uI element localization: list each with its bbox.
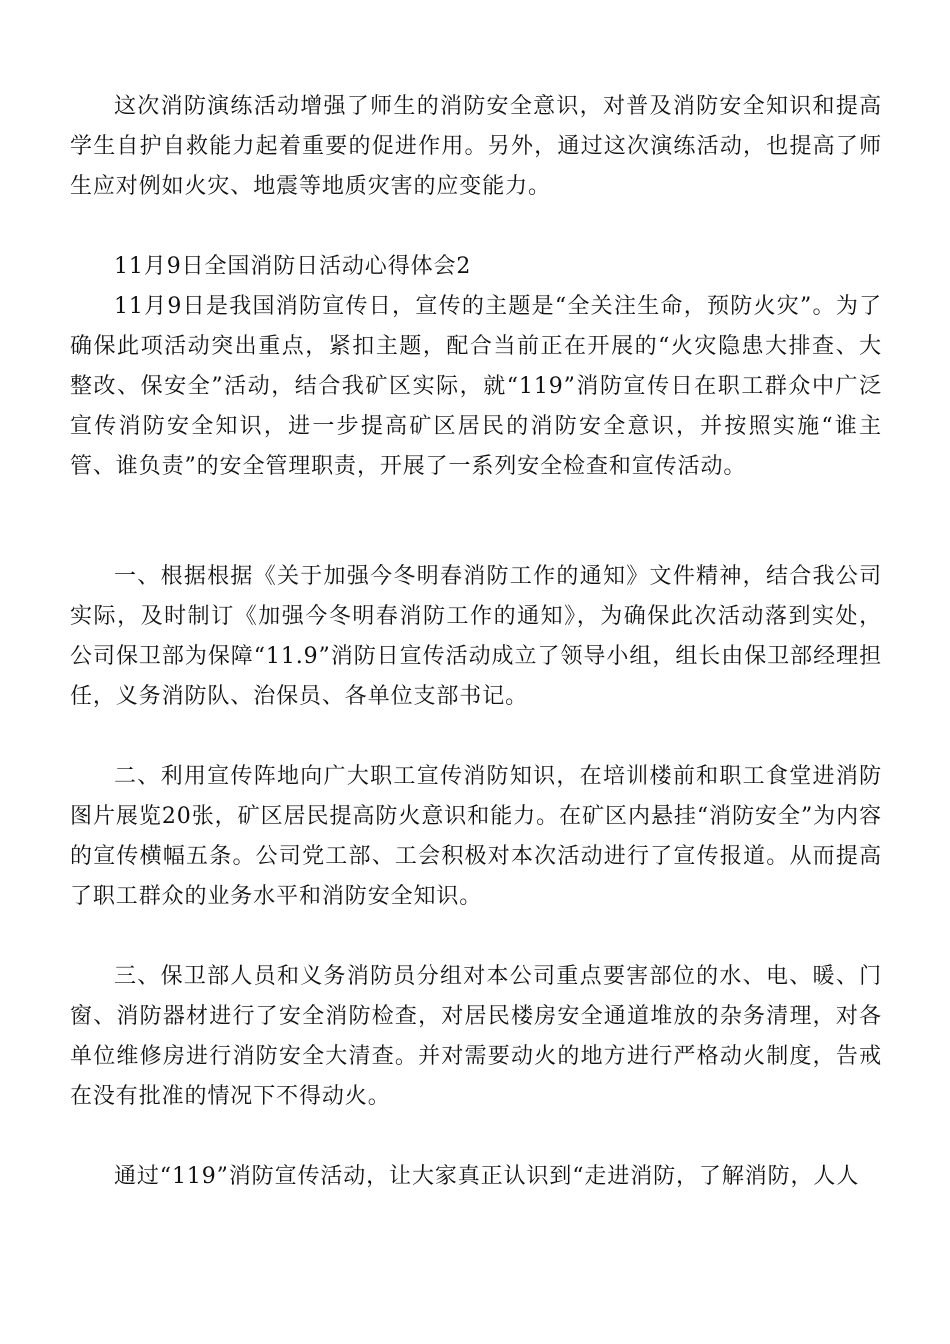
paragraph-point-one: 一、根据根据《关于加强今冬明春消防工作的通知》文件精神，结合我公司实际，及时制订《加强今冬明春消防工作的通知》，为确保此次活动落到实处，公司保卫部为保障“11.9”消防日宣传活动成立了领导小组，组长由保卫部经理担任，义务消防队、治保员、各单位支部书记。: [70, 564, 882, 709]
paragraph-point-two: 二、利用宣传阵地向广大职工宣传消防知识，在培训楼前和职工食堂进消防图片展览20张，矿区居民提高防火意识和能力。在矿区内悬挂“消防安全”为内容的宣传横幅五条。公司党工部、工会积极对本次活动进行了宣传报道。从而提高了职工群众的业务水平和消防安全知识。: [70, 764, 882, 909]
paragraph-drill-summary: 这次消防演练活动增强了师生的消防安全意识，对普及消防安全知识和提高学生自护自救能力起着重要的促进作用。另外，通过这次演练活动，也提高了师生应对例如火灾、地震等地质灾害的应变能力。: [70, 94, 882, 199]
paragraph-conclusion-start: 通过“119”消防宣传活动，让大家真正认识到“走进消防，了解消防，人人: [114, 1164, 860, 1189]
paragraph-point-three: 三、保卫部人员和义务消防员分组对本公司重点要害部位的水、电、暖、门窗、消防器材进行了安全消防检查，对居民楼房安全通道堆放的杂务清理，对各单位维修房进行消防安全大清查。并对需要动火的地方进行严格动火制度，告戒在没有批准的情况下不得动火。: [70, 964, 882, 1109]
paragraph-fire-day-intro: 11月9日是我国消防宣传日，宣传的主题是“全关注生命，预防火灾”。为了确保此项活动突出重点，紧扣主题，配合当前正在开展的“火灾隐患大排查、大整改、保安全”活动，结合我矿区实际，就“119”消防宣传日在职工群众中广泛宣传消防安全知识，进一步提高矿区居民的消防安全意识，并按照实施“谁主管、谁负责”的安全管理职责，开展了一系列安全检查和宣传活动。: [70, 294, 882, 479]
section-heading: 11月9日全国消防日活动心得体会2: [114, 254, 472, 279]
